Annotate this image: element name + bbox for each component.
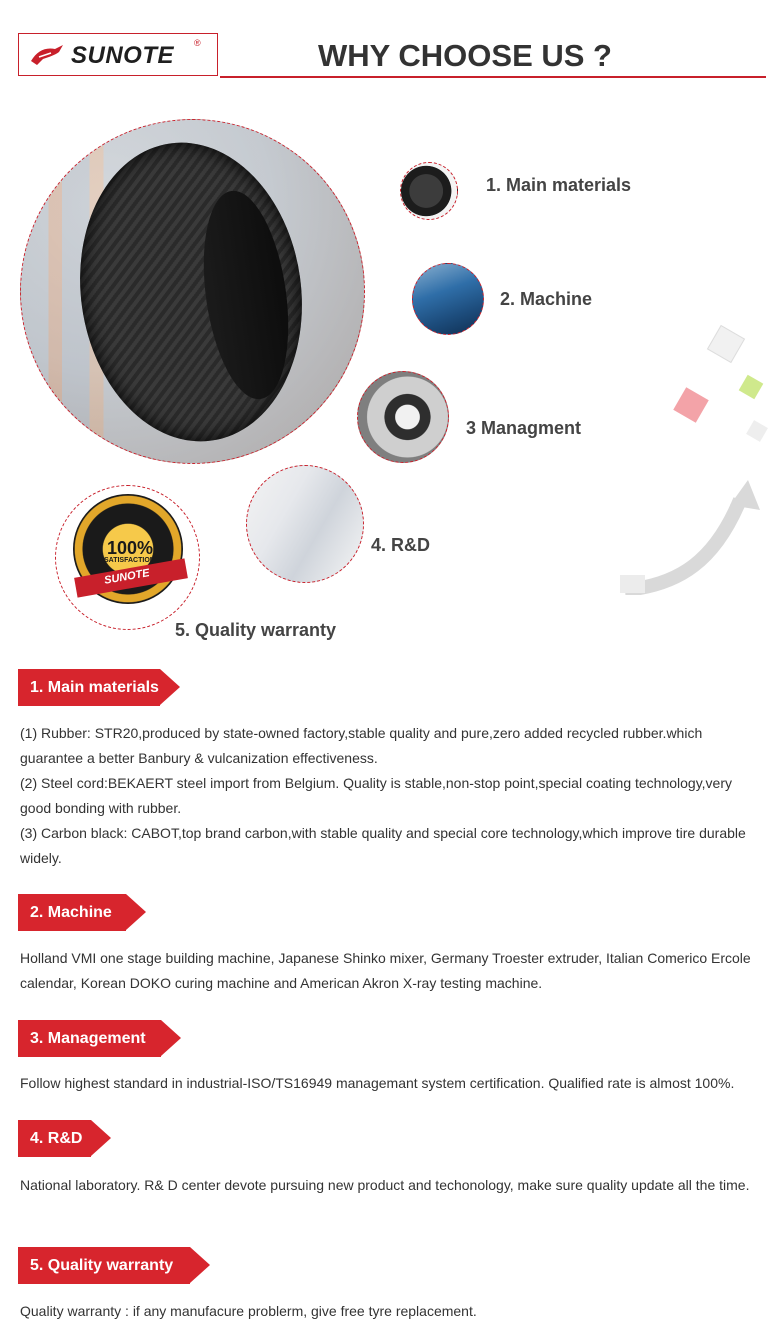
section-banner-quality-warranty: 5. Quality warranty [18, 1247, 190, 1284]
brand-logo [18, 33, 218, 76]
page-title: WHY CHOOSE US ? [318, 38, 612, 73]
logo-registered-mark: ® [194, 38, 201, 48]
paragraph-line: Quality warranty : if any manufacure problerm, give free tyre replacement. [20, 1303, 477, 1319]
paragraph-line: Follow highest standard in industrial-ISO/TS16949 managemant system certification. Qualified rate is almost 100%. [20, 1075, 735, 1091]
leopard-logo-icon [29, 43, 69, 67]
cube-icon [739, 375, 764, 400]
section-banner-management: 3. Management [18, 1020, 161, 1057]
feature-main-materials: 1. Main materials [486, 175, 632, 195]
section-text-machine [20, 946, 765, 996]
machine-image [412, 263, 484, 335]
section-banner-rnd: 4. R&D [18, 1120, 91, 1157]
section-text-management [20, 1071, 765, 1096]
section-banner-machine: 2. Machine [18, 894, 126, 931]
section-text-main-materials [20, 721, 765, 871]
section-text-quality-warranty [20, 1299, 765, 1324]
paragraph-line: Holland VMI one stage building machine, Japanese Shinko mixer, Germany Troester extruder, Italian Comerico Ercole calendar, Korean DOKO curing machine and American Akron X-ray testing machine. [20, 950, 751, 991]
rnd-image [246, 465, 364, 583]
section-text-rnd [20, 1173, 765, 1198]
seal-ribbon-text: SUNOTE [103, 567, 151, 587]
feature-machine: 2. Machine [500, 289, 593, 309]
feature-quality-warranty: 5. Quality warranty [175, 620, 337, 640]
main-materials-image [400, 162, 458, 220]
feature-rnd: 4. R&D [371, 535, 431, 555]
paragraph-line: (2) Steel cord:BEKAERT steel import from Belgium. Quality is stable,non-stop point,special coating technology,very good bonding with rubber. [20, 775, 733, 816]
header-underline [220, 76, 766, 78]
logo-text: SUNOTE [71, 42, 175, 69]
paragraph-line: National laboratory. R& D center devote pursuing new product and techonology, make sure quality update all the time. [20, 1177, 750, 1193]
growth-arrow-icon [620, 480, 770, 595]
cube-icon [707, 325, 745, 363]
section-banner-main-materials: 1. Main materials [18, 669, 160, 706]
management-image [357, 371, 449, 463]
seal-caption: SATISFACTION [104, 557, 155, 564]
feature-management: 3 Managment [466, 418, 582, 438]
seal-percentage: 100% [107, 538, 154, 558]
tire-hero-image [20, 119, 365, 464]
cube-icon [673, 387, 709, 423]
paragraph-line: (3) Carbon black: CABOT,top brand carbon,with stable quality and special core technology,which improve tire durable widely. [20, 825, 746, 866]
paragraph-line: (1) Rubber: STR20,produced by state-owned factory,stable quality and pure,zero added recycled rubber.which guarantee a better Banbury & vulcanization effectiveness. [20, 725, 703, 766]
cube-icon [746, 420, 768, 442]
